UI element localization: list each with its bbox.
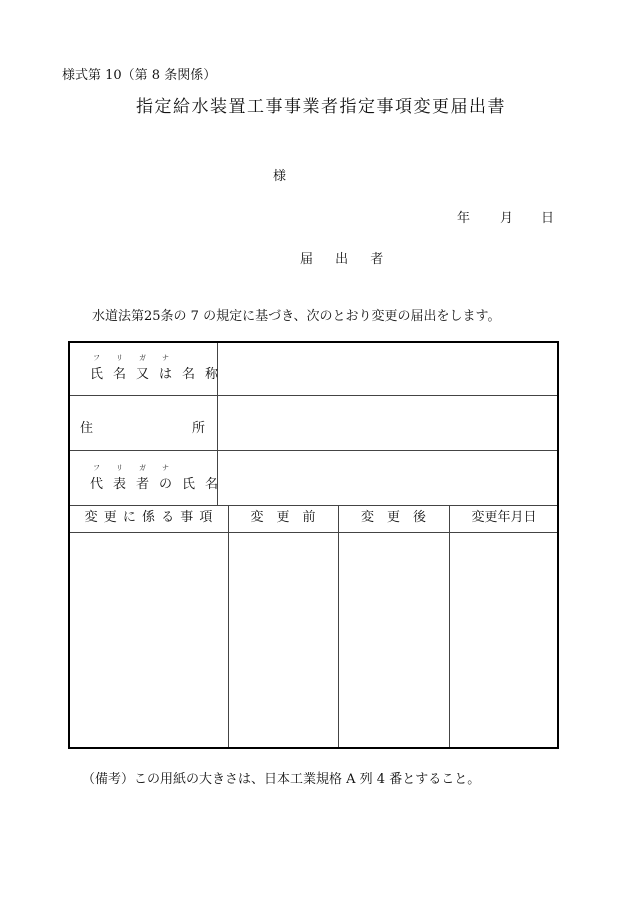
label-char: 名 (182, 367, 196, 382)
address-label-left: 住 (80, 421, 94, 436)
change-date-cell[interactable] (450, 533, 559, 747)
label-char: フ 氏 (90, 354, 104, 382)
label-char: 名 (205, 477, 219, 492)
label-char: リ 表 (113, 464, 127, 492)
address-field[interactable] (218, 396, 557, 450)
label-char: ナ の (159, 464, 173, 492)
statement-text: 水道法第25条の 7 の規定に基づき、次のとおり変更の届出をします。 (92, 309, 501, 324)
label-char: ガ 又 (136, 354, 150, 382)
name-label (90, 354, 228, 382)
representative-label (90, 464, 228, 492)
date-month: 月 (500, 211, 514, 226)
representative-field[interactable] (218, 451, 557, 505)
label-char: ナ は (159, 354, 173, 382)
label-char: ガ 者 (136, 464, 150, 492)
before-cell[interactable] (229, 533, 338, 747)
address-label-right: 所 (192, 421, 206, 436)
label-char: 氏 (182, 477, 196, 492)
after-cell[interactable] (339, 533, 449, 747)
date-year: 年 (457, 211, 471, 226)
change-item-cell[interactable] (70, 533, 228, 747)
column-header-after: 変 更 後 (360, 510, 426, 525)
form-number: 様式第 10（第 8 条関係） (62, 68, 217, 83)
column-header-before: 変 更 前 (250, 510, 316, 525)
label-char: 称 (205, 367, 219, 382)
addressee-suffix: 様 (273, 169, 287, 184)
change-form-table (68, 341, 559, 749)
date-day: 日 (541, 211, 555, 226)
label-char: リ 名 (113, 354, 127, 382)
applicant-label: 届 出 者 (300, 252, 393, 267)
label-char: フ 代 (90, 464, 104, 492)
name-field[interactable] (218, 343, 557, 395)
column-header-date: 変更年月日 (471, 510, 537, 525)
footnote: （備考）この用紙の大きさは、日本工業規格 A 列 4 番とすること。 (82, 772, 481, 787)
column-header-change-item: 変 更 に 係 る 事 項 (84, 510, 214, 525)
document-title: 指定給水装置工事事業者指定事項変更届出書 (136, 97, 506, 117)
